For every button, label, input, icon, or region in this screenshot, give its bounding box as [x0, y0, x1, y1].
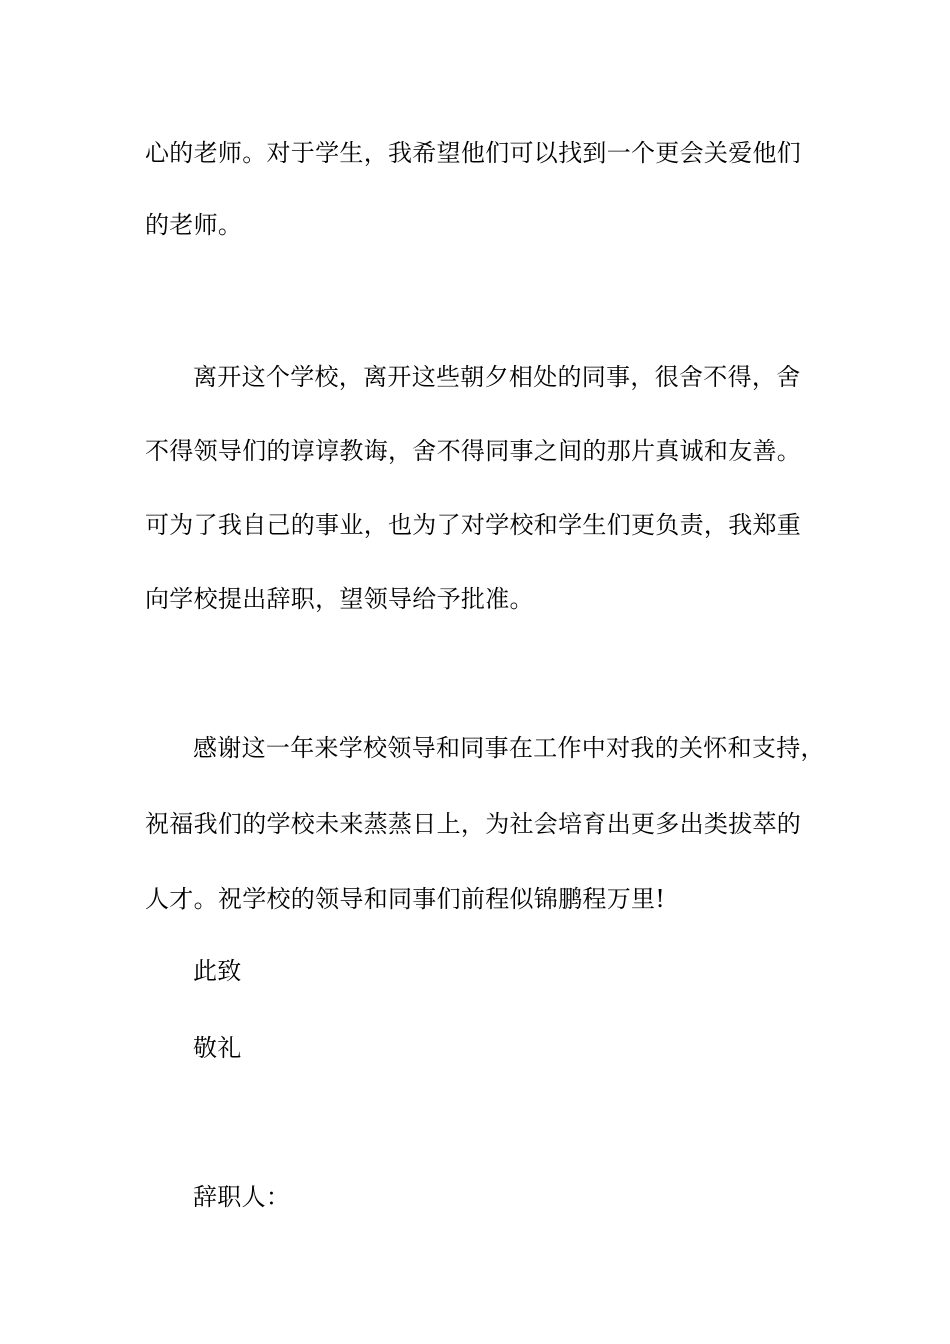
signature-label: 辞职人：	[193, 1183, 291, 1211]
paragraph-1-line-1: 心的老师。对于学生，我希望他们可以找到一个更会关爱他们	[145, 139, 802, 167]
paragraph-2-line-2: 不得领导们的谆谆教诲，舍不得同事之间的那片真诚和友善。	[145, 437, 802, 465]
paragraph-1-line-2: 的老师。	[145, 211, 243, 239]
closing-salutation-1: 此致	[193, 957, 242, 985]
paragraph-2-line-1: 离开这个学校，离开这些朝夕相处的同事，很舍不得，舍	[193, 363, 801, 391]
paragraph-3-line-3: 人才。祝学校的领导和同事们前程似锦鹏程万里!	[145, 885, 666, 913]
paragraph-3-line-2: 祝福我们的学校未来蒸蒸日上，为社会培育出更多出类拔萃的	[145, 810, 802, 838]
paragraph-2-line-4: 向学校提出辞职，望领导给予批准。	[145, 585, 534, 613]
paragraph-3-line-1: 感谢这一年来学校领导和同事在工作中对我的关怀和支持，	[193, 734, 825, 762]
closing-salutation-2: 敬礼	[193, 1034, 242, 1062]
paragraph-2-line-3: 可为了我自己的事业，也为了对学校和学生们更负责，我郑重	[145, 511, 802, 539]
